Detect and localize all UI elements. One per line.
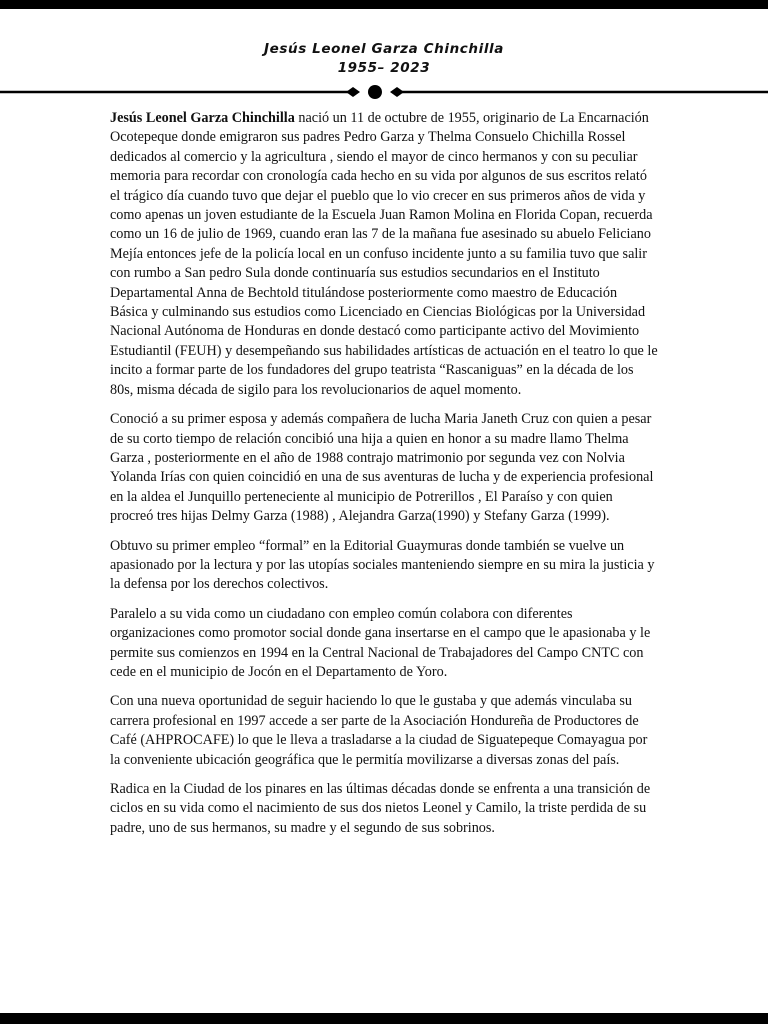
paragraph — [110, 410, 658, 526]
page-header — [0, 40, 768, 78]
paragraph-text: Conoció a su primer esposa y además compañera de lucha Maria Janeth Cruz con quien a pesar de su corto tiempo de relación concibió una hija a quien en honor a su madre llamo Thelma Garza , posteriormente en el año de 1988 contrajo matrimonio por segunda vez con Nolvia Yolanda Irías con quien coincidió en una de sus aventuras de lucha y de experiencia profesional en la aldea el Junquillo perteneciente al municipio de Potrerillos , El Paraíso y con quien procreó tres hijas Delmy Garza (1988) , Alejandra Garza(1990) y Stefany Garza (1999). — [110, 411, 654, 525]
ornamental-divider-icon — [0, 82, 768, 104]
paragraph-text: Obtuvo su primer empleo “formal” en la Editorial Guaymuras donde también se vuelve un apasionado por la lectura y por las utopías sociales manteniendo siempre en su mira la justicia y la defensa por los derechos colectivos. — [110, 537, 655, 593]
paragraph-lead-name: Jesús Leonel Garza Chinchilla — [110, 110, 295, 126]
paragraph — [110, 537, 658, 595]
paragraph-text: Con una nueva oportunidad de seguir haciendo lo que le gustaba y que además vinculaba su carrera profesional en 1997 accede a ser parte de la Asociación Hondureña de Productores de Café (AHPROCAFE) lo que le lleva a trasladarse a la ciudad de Siguatepeque Comayagua por la conveniente ubicación geográfica que le permitía movilizarse a diversas zonas del país. — [110, 693, 648, 768]
paragraph-text: Radica en la Ciudad de los pinares en las últimas décadas donde se enfrenta a una transición de ciclos en su vida como el nacimiento de sus dos nietos Leonel y Camilo, la triste perdida de su padre, uno de sus hermanos, su madre y el segundo de sus sobrinos. — [110, 781, 651, 836]
paragraph — [110, 605, 658, 683]
paragraph-text: Paralelo a su vida como un ciudadano con empleo común colabora con diferentes organizaciones como promotor social donde gana insertarse en el campo que le apasionaba y le permite sus comienzos en 1994 en la Central Nacional de Trabajadores del Campo CNTC con cede en el municipio de Jocón en el Departamento de Yoro. — [110, 605, 651, 680]
life-years: 1955– 2023 — [337, 60, 431, 76]
biography-body — [110, 109, 658, 848]
paragraph — [110, 692, 658, 770]
top-frame-bar — [0, 0, 768, 9]
page-title: Jesús Leonel Garza Chinchilla — [264, 41, 504, 57]
bottom-frame-bar — [0, 1013, 768, 1024]
paragraph — [110, 109, 658, 400]
paragraph — [110, 780, 658, 838]
paragraph-text: nació un 11 de octubre de 1955, originario de La Encarnación Ocotepeque donde emigraron sus padres Pedro Garza y Thelma Consuelo Chichilla Rossel dedicados al comercio y la agricultura , siendo el mayor de cinco hermanos y con su peculiar memoria para recordar con cronología cada hecho en su vida por algunos de sus escritos relató el trágico día cuando tuvo que dejar el pueblo que lo vio crecer en sus primeros años de vida y como apenas un joven estudiante de la Escuela Juan Ramon Molina en Florida Copan, recuerda como un 16 de julio de 1969, cuando eran las 7 de la mañana fue asesinado su abuelo Feliciano Mejía entonces jefe de la policía local en un confuso incidente junto a su familia tuvo que salir con rumbo a San pedro Sula donde continuaría sus estudios secundarios en el Instituto Departamental Anna de Bechtold titulándose posteriormente como maestro de Educación Básica y culminando sus estudios como Licenciado en Ciencias Biológicas por la Universidad Nacional Autónoma de Honduras en donde destacó como participante activo del Movimiento Estudiantil (FEUH) y desempeñando sus habilidades artísticas de actuación en el teatro lo que le incito a formar parte de los fundadores del grupo teatrista “Rascaniguas” en la década de los 80s, misma década de sigilo para los revolucionarios de aquel momento. — [110, 110, 658, 398]
